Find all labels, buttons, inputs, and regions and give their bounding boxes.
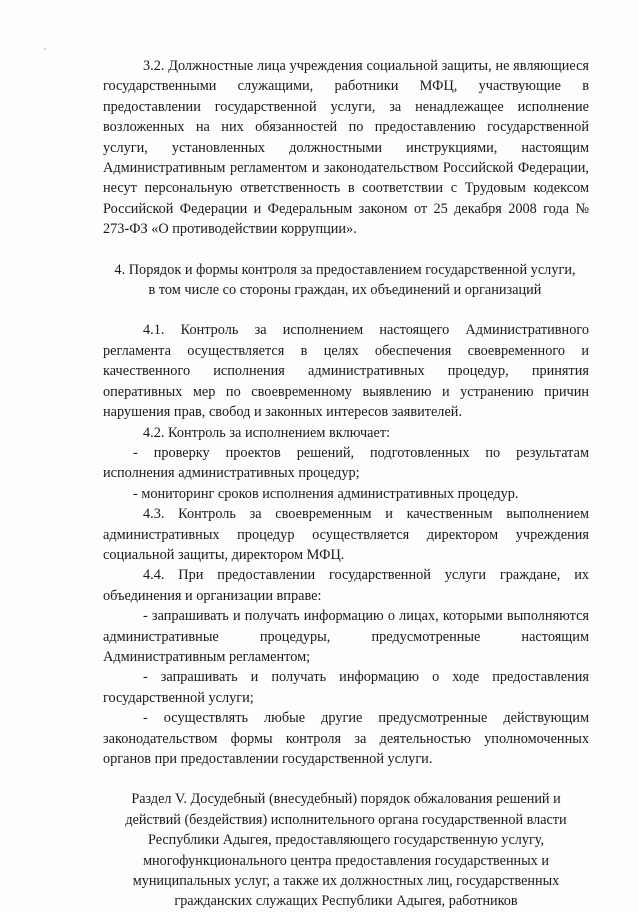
paragraph-4-4-item-1: - запрашивать и получать информацию о лицах, которыми выполняются административные процедуры, предусмотренные настоящим Административным регламентом; <box>103 608 589 665</box>
paragraph-4-2-item-2: - мониторинг сроков исполнения административных процедур. <box>133 485 519 502</box>
paragraph-4-1: 4.1. Контроль за исполнением настоящего Административного регламента осуществляется в целях обеспечения своевременного и качественного исполнения административных процедур, принятия оперативных мер по своевременному выявлению и устранению причин нарушения прав, свобод и законных интересов заявителей. <box>103 322 589 421</box>
section-5-heading <box>103 789 589 911</box>
section-5-heading-line-4: многофункционального центра предоставления государственных и <box>143 852 549 869</box>
paragraph-4-2-item-1: - проверку проектов решений, подготовленных по результатам исполнения административных процедур; <box>103 444 589 482</box>
section-4-heading <box>101 260 589 301</box>
section-5-heading-line-2: действий (бездействия) исполнительного органа государственной власти <box>125 811 567 828</box>
paragraph-4-3: 4.3. Контроль за своевременным и качественным выполнением административных процедур осуществляется директором учреждения социальной защиты, директором МФЦ. <box>103 506 589 563</box>
section-4-heading-line-2: в том числе со стороны граждан, их объединений и организаций <box>148 282 542 299</box>
paragraph-4-4-item-2: - запрашивать и получать информацию о ходе предоставления государственной услуги; <box>103 669 589 706</box>
paragraph-4-2: 4.2. Контроль за исполнением включает: <box>143 424 391 441</box>
paragraph-4-4-item-3: - осуществлять любые другие предусмотренные действующим законодательством формы контроля за деятельностью уполномоченных органов при предоставлении государственной услуги. <box>103 710 589 767</box>
scan-speck <box>44 48 46 50</box>
section-4-heading-line-1: 4. Порядок и формы контроля за предоставлением государственной услуги, <box>114 261 576 278</box>
section-5-heading-line-6: гражданских служащих Республики Адыгея, работников <box>174 893 518 910</box>
paragraph-3-2: 3.2. Должностные лица учреждения социальной защиты, не являющиеся государственными служащими, работники МФЦ, участвующие в предоставлении государственной услуги, за ненадлежащее исполнение возложенных на них обязанностей по предоставлению государственной услуги, установленных должностными инструкциями, настоящим Административным регламентом и законодательством Российской Федерации, несут персональную ответственность в соответствии с Трудовым кодексом Российской Федерации и Федеральным законом от 25 декабря 2008 года № 273-ФЗ «О противодействии коррупции». <box>103 58 589 238</box>
section-5-heading-line-1: Раздел V. Досудебный (внесудебный) порядок обжалования решений и <box>131 791 561 808</box>
section-5-heading-line-3: Республики Адыгея, предоставляющего государственную услугу, <box>147 832 544 849</box>
paragraph-4-4: 4.4. При предоставлении государственной услуги граждане, их объединения и организации вправе: <box>103 567 589 604</box>
section-5-heading-line-5: муниципальных услуг, а также их должностных лиц, государственных <box>132 873 560 890</box>
